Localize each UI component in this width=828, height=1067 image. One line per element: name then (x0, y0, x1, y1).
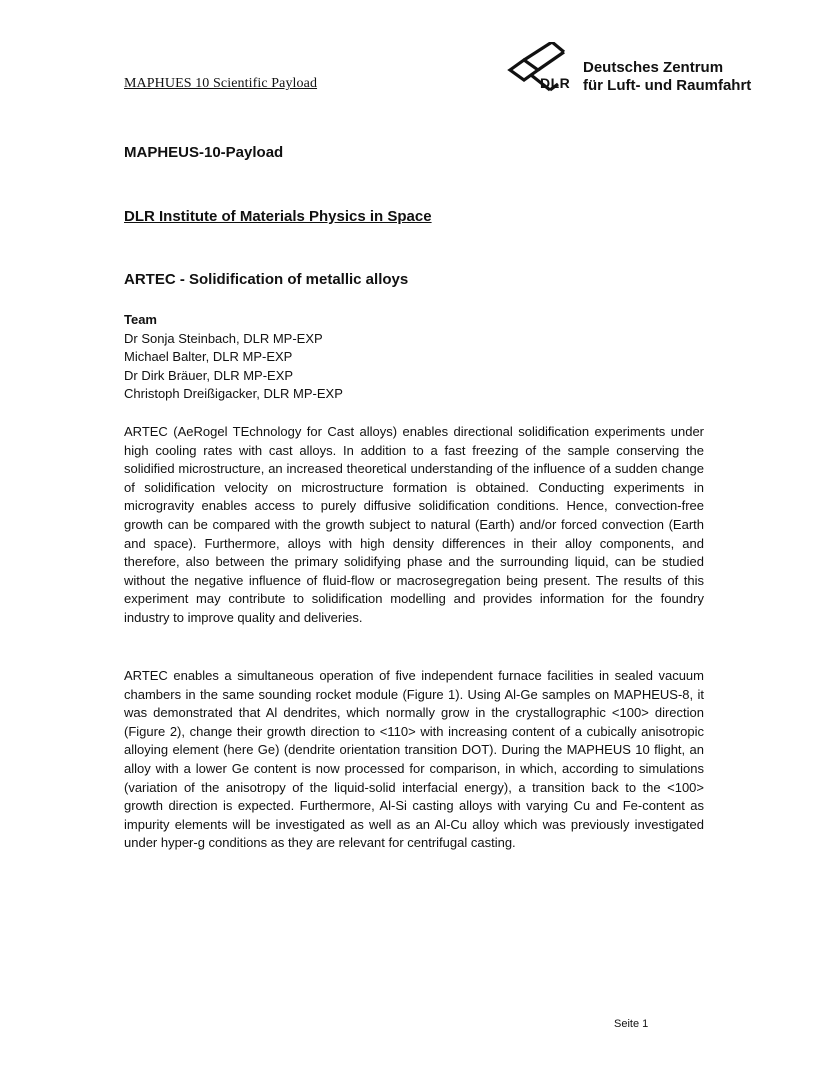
page-number: Seite 1 (614, 1018, 649, 1030)
header-title: MAPHUES 10 Scientific Payload (124, 76, 318, 91)
institute-heading: DLR Institute of Materials Physics in Space (124, 208, 432, 225)
team-member: Christoph Dreißigacker, DLR MP-EXP (124, 386, 343, 401)
payload-title: MAPHEUS-10-Payload (124, 144, 284, 161)
body-paragraph-artec-operation: ARTEC enables a simultaneous operation of five independent furnace facilities in sealed vacuum chambers in the same sounding rocket module (Figure 1). Using Al-Ge samples on MAPHEUS-8, it was demonstrated that Al dendrites, which normally grow in the crystallographic <100> direction (Figure 2), change their growth direction to <110> with increasing content of a cubically anisotropic alloying element (here Ge) (dendrite orientation transition DOT). During the MAPHEUS 10 flight, an alloy with a lower Ge content is now processed for comparison, in which, according to simulations (variation of the anisotropy of the liquid-solid interfacial energy), a transition back to the <100> growth direction is expected. Furthermore, Al-Si casting alloys with varying Cu and Fe-content as impurity elements will be investigated as well as an Al-Cu alloy which was previously investigated under hyper-g conditions as they are relevant for centrifugal casting. (124, 668, 704, 851)
dlr-logo (506, 42, 752, 94)
logo-name-line1: Deutsches Zentrum (583, 59, 724, 76)
team-member: Dr Dirk Bräuer, DLR MP-EXP (124, 367, 294, 383)
body-paragraph-artec-overview: ARTEC (AeRogel TEchnology for Cast alloys) enables directional solidification experiments under high cooling rates with cast alloys. In addition to a fast freezing of the sample conserving the solidified microstructure, an increased theoretical understanding of the influence of a sudden change of solidification velocity on microstructure formation is obtained. Conducting experiments in microgravity enables access to purely diffusive solidification conditions. Hence, convection-free growth can be compared with the growth subject to natural (Earth) and/or forced convection (Earth and space). Furthermore, alloys with high density differences in their alloy components, and therefore, also between the primary solidifying phase and the surrounding liquid, can be studied without the negative influence of fluid-flow or macrosegregation being present. The results of this experiment may contribute to solidification modelling and provides information for the foundry industry to improve quality and deliveries. (124, 424, 704, 625)
team-member: Dr Sonja Steinbach, DLR MP-EXP (124, 330, 323, 346)
logo-abbreviation: DLR (540, 75, 571, 91)
experiment-heading: ARTEC - Solidification of metallic alloys (124, 271, 409, 288)
logo-name-line2: für Luft- und Raumfahrt (583, 77, 752, 94)
team-member: Michael Balter, DLR MP-EXP (124, 349, 293, 364)
team-heading: Team (124, 312, 157, 327)
team-section (124, 311, 343, 404)
